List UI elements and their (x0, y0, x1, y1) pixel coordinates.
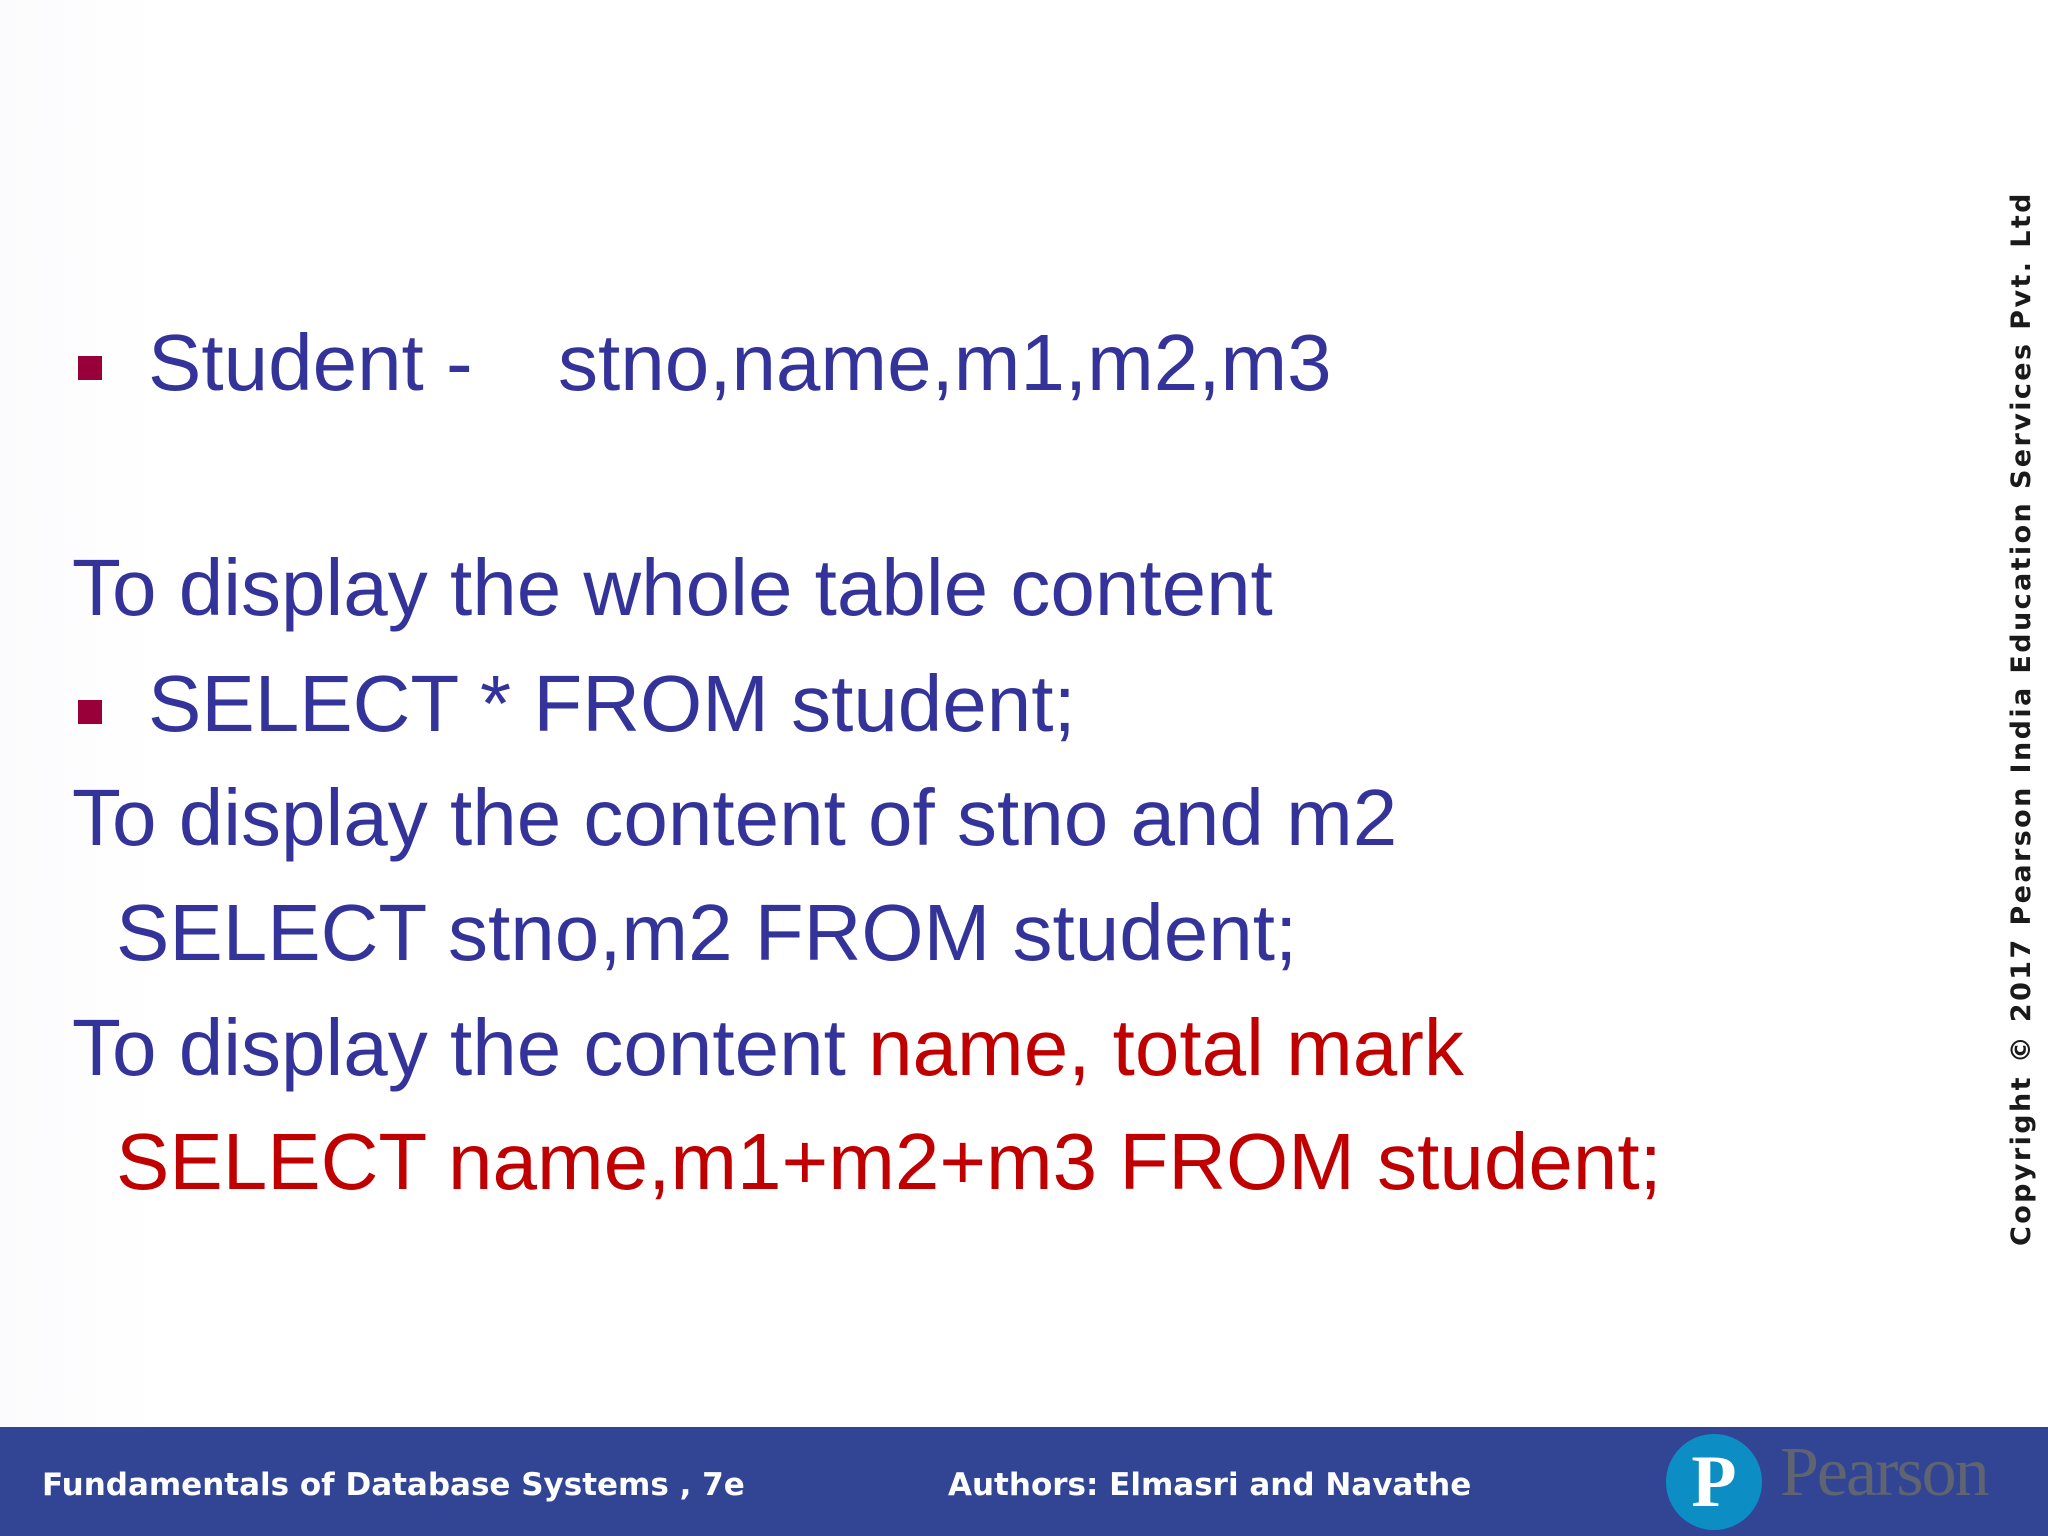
pearson-logo-icon: P (1666, 1434, 1762, 1530)
authors: Authors: Elmasri and Navathe (948, 1467, 1472, 1503)
bullet-icon (78, 356, 102, 380)
query-select-all: SELECT * FROM student; (148, 659, 1076, 748)
query-select-total: SELECT name,m1+m2+m3 FROM student; (116, 1117, 1662, 1206)
heading-total-mark (72, 1003, 1464, 1092)
heading-total-mark-prefix: To display the content (72, 1003, 869, 1092)
book-title: Fundamentals of Database Systems , 7e (42, 1467, 745, 1503)
query-select-stno-m2: SELECT stno,m2 FROM student; (116, 888, 1298, 977)
student-label: Student - (148, 318, 473, 407)
student-attributes: stno,name,m1,m2,m3 (558, 318, 1332, 407)
heading-whole-table: To display the whole table content (72, 543, 1273, 632)
bullet-icon (78, 700, 102, 724)
heading-stno-m2: To display the content of stno and m2 (72, 773, 1398, 862)
copyright-notice: Copyright © 2017 Pearson India Education Services Pvt. Ltd (2006, 191, 2037, 1246)
heading-total-mark-highlight: name, total mark (868, 1003, 1464, 1092)
pearson-wordmark: Pearson (1780, 1434, 1988, 1511)
